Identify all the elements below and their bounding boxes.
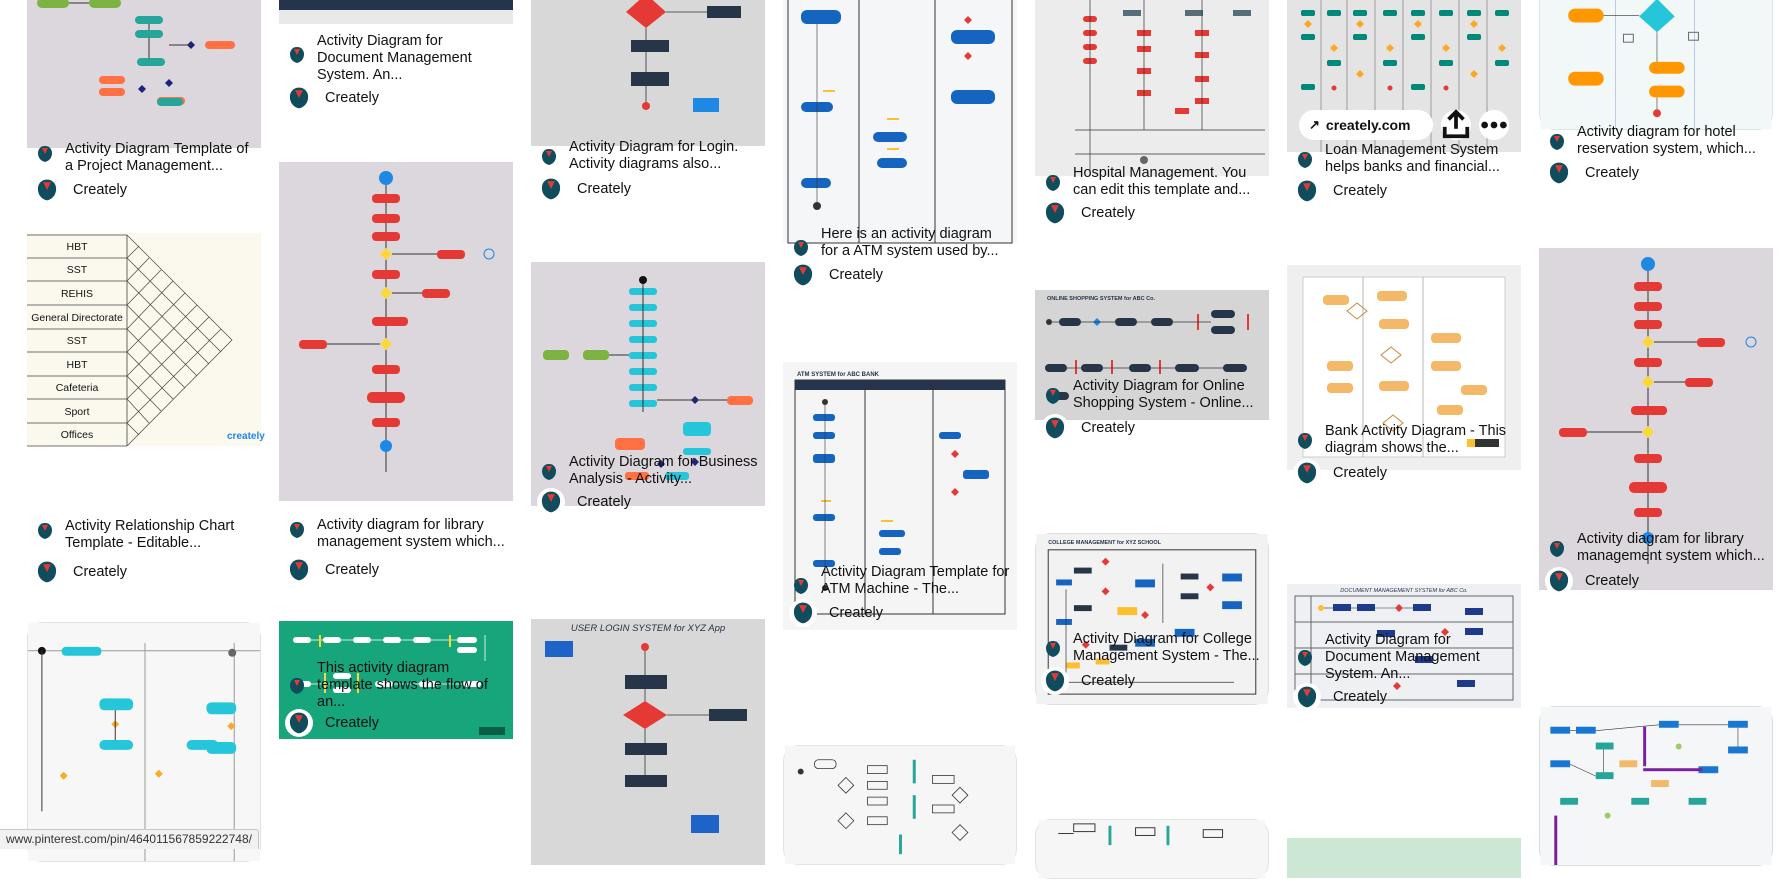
- pin-title[interactable]: Activity diagram for library management system which...: [1539, 531, 1773, 565]
- chart-row-label: General Directorate: [31, 312, 123, 324]
- creately-logo-icon: [1547, 539, 1567, 559]
- creately-logo-icon: [1547, 132, 1567, 152]
- author-avatar: [789, 261, 817, 289]
- chart-row-label: Cafeteria: [55, 382, 99, 394]
- creately-logo-icon: [539, 462, 559, 482]
- pin-image-document-management[interactable]: [279, 0, 513, 24]
- pin-author[interactable]: Creately: [783, 599, 1017, 627]
- pin-title[interactable]: Activity Diagram for Document Management System. An...: [1287, 632, 1521, 683]
- author-avatar: [33, 176, 61, 204]
- pin-title[interactable]: Activity Diagram Template of a Project Management...: [27, 141, 261, 175]
- pin-author[interactable]: Creately: [1539, 159, 1773, 187]
- share-icon: [1441, 110, 1471, 140]
- creately-logo-icon: [287, 676, 307, 696]
- chart-row-label: HBT: [66, 359, 88, 371]
- author-avatar: [537, 175, 565, 203]
- author-avatar: [1293, 683, 1321, 711]
- pin-author[interactable]: Creately: [1287, 459, 1521, 487]
- creately-logo-icon: [1043, 639, 1063, 659]
- pin-image-atm-system[interactable]: [783, 0, 1017, 243]
- diagram-thumbnail: [279, 162, 513, 501]
- pin-author[interactable]: Creately: [531, 175, 765, 203]
- creately-logo-icon: [287, 520, 307, 540]
- creately-logo-icon: [791, 576, 811, 596]
- diagram-thumbnail: [1540, 0, 1772, 129]
- pin-author[interactable]: Creately: [1287, 177, 1521, 205]
- author-avatar: [1041, 667, 1069, 695]
- pin-title[interactable]: Here is an activity diagram for a ATM system used by...: [783, 226, 1017, 260]
- pin-title[interactable]: Activity Diagram Template for ATM Machine - The...: [783, 564, 1017, 598]
- pin-image-login[interactable]: [531, 0, 765, 146]
- author-avatar: [285, 84, 313, 112]
- creately-logo-icon: [287, 45, 307, 65]
- chart-row-label: SST: [66, 264, 88, 276]
- creately-logo-icon: [1043, 386, 1063, 406]
- diagram-thumbnail: [784, 746, 1016, 864]
- pin-image-user-login[interactable]: [531, 619, 765, 865]
- chart-row-label: Offices: [60, 429, 94, 441]
- pin-title[interactable]: Hospital Management. You can edit this template and...: [1035, 165, 1269, 199]
- pin-author[interactable]: Creately: [783, 261, 1017, 289]
- pin-title[interactable]: Activity Diagram for Online Shopping System - Online...: [1035, 378, 1269, 412]
- pin-image-hotel-reservation[interactable]: [1539, 0, 1773, 130]
- author-avatar: [33, 558, 61, 586]
- pin-author[interactable]: Creately: [1035, 199, 1269, 227]
- pin-image-swimlane-diagram[interactable]: [27, 622, 261, 862]
- share-button[interactable]: [1441, 110, 1471, 140]
- author-avatar: [1041, 414, 1069, 442]
- author-avatar: [789, 599, 817, 627]
- pin-title[interactable]: This activity diagram template shows the flow of an...: [279, 660, 513, 711]
- pin-image-project-management[interactable]: [27, 0, 261, 148]
- creately-logo-icon: [1295, 431, 1315, 451]
- more-dots-icon: [1479, 110, 1509, 140]
- creately-logo-icon: [1295, 648, 1315, 668]
- chart-row-label: REHIS: [60, 288, 94, 300]
- author-avatar: [537, 488, 565, 516]
- diagram-thumbnail: [783, 0, 1017, 243]
- pin-title[interactable]: Activity diagram for hotel reservation system, which...: [1539, 124, 1773, 158]
- pin-image-flowchart[interactable]: [783, 745, 1017, 865]
- pin-author[interactable]: Creately: [1287, 683, 1521, 711]
- diagram-thumbnail: [1036, 820, 1268, 878]
- pin-author[interactable]: Creately: [27, 558, 261, 586]
- pin-image-complex-diagram[interactable]: [1539, 706, 1773, 866]
- pin-title[interactable]: Activity Diagram for College Management System - The...: [1035, 631, 1269, 665]
- pin-title[interactable]: Activity Relationship Chart Template - Editable...: [27, 518, 261, 552]
- pin-image-hospital-management[interactable]: [1035, 0, 1269, 176]
- pin-title[interactable]: Bank Activity Diagram - This diagram shows the...: [1287, 423, 1521, 457]
- author-avatar: [285, 709, 313, 737]
- chart-row-label: HBT: [66, 241, 88, 253]
- pin-author[interactable]: Creately: [27, 176, 261, 204]
- diagram-heading: USER LOGIN SYSTEM for XYZ App: [570, 623, 726, 634]
- author-avatar: [1041, 199, 1069, 227]
- diagram-thumbnail: [531, 0, 765, 146]
- pin-author[interactable]: Creately: [1539, 567, 1773, 595]
- creately-logo-icon: [1043, 173, 1063, 193]
- diagram-thumbnail: [531, 619, 765, 865]
- author-avatar: [1545, 567, 1573, 595]
- pin-image-green-diagram[interactable]: [1287, 838, 1521, 878]
- pin-image-library-management[interactable]: [279, 162, 513, 501]
- author-avatar: [285, 556, 313, 584]
- pin-author[interactable]: Creately: [279, 709, 513, 737]
- arrow-up-right-icon: ↗: [1309, 117, 1320, 132]
- pin-author[interactable]: Creately: [1035, 667, 1269, 695]
- pin-image-activity-relationship-chart[interactable]: [27, 233, 265, 446]
- diagram-thumbnail: [27, 0, 261, 148]
- pin-author[interactable]: Creately: [279, 84, 513, 112]
- pin-author[interactable]: Creately: [531, 488, 765, 516]
- more-options-button[interactable]: [1479, 110, 1509, 140]
- creately-logo-icon: [35, 521, 55, 541]
- pin-image-diagram-bottom[interactable]: [1035, 819, 1269, 879]
- pin-author[interactable]: Creately: [1035, 414, 1269, 442]
- creately-watermark: creately: [227, 431, 265, 442]
- pin-title[interactable]: Activity Diagram for Business Analysis - Activity...: [531, 454, 765, 488]
- creately-logo-icon: [539, 147, 559, 167]
- visit-site-button[interactable]: ↗ creately.com: [1299, 110, 1433, 140]
- diagram-thumbnail: [1035, 0, 1269, 176]
- diagram-thumbnail: [279, 0, 513, 24]
- relationship-chart-thumbnail: [27, 233, 265, 446]
- diagram-heading: COLLEGE MANAGEMENT for XYZ SCHOOL: [1048, 539, 1161, 546]
- creately-logo-icon: [791, 238, 811, 258]
- pin-title[interactable]: Activity Diagram for Document Management System. An...: [279, 33, 513, 84]
- diagram-heading: DOCUMENT MANAGEMENT SYSTEM for ABC Co.: [1340, 588, 1468, 594]
- diagram-heading: ONLINE SHOPPING SYSTEM for ABC Co.: [1047, 296, 1155, 302]
- pin-author[interactable]: Creately: [279, 556, 513, 584]
- pin-image-loan-management[interactable]: [1287, 0, 1521, 152]
- link-preview-statusbar: www.pinterest.com/pin/464011567859222748/: [0, 829, 259, 849]
- pin-title[interactable]: Activity Diagram for Login. Activity diagrams also...: [531, 139, 765, 173]
- diagram-heading: ATM SYSTEM for ABC BANK: [797, 372, 879, 378]
- pin-hover-overlay: [1299, 110, 1509, 140]
- chart-row-label: Sport: [64, 406, 90, 418]
- author-avatar: [1293, 459, 1321, 487]
- creately-logo-icon: [35, 144, 55, 164]
- diagram-thumbnail: [1287, 838, 1521, 878]
- diagram-thumbnail: [1540, 707, 1772, 865]
- author-avatar: [1293, 177, 1321, 205]
- diagram-thumbnail: [28, 623, 260, 861]
- pin-title[interactable]: Activity diagram for library management system which...: [279, 517, 513, 551]
- author-avatar: [1545, 159, 1573, 187]
- pin-title[interactable]: Loan Management System helps banks and financial...: [1287, 142, 1521, 176]
- chart-row-label: SST: [66, 335, 88, 347]
- creately-logo-icon: [1295, 150, 1315, 170]
